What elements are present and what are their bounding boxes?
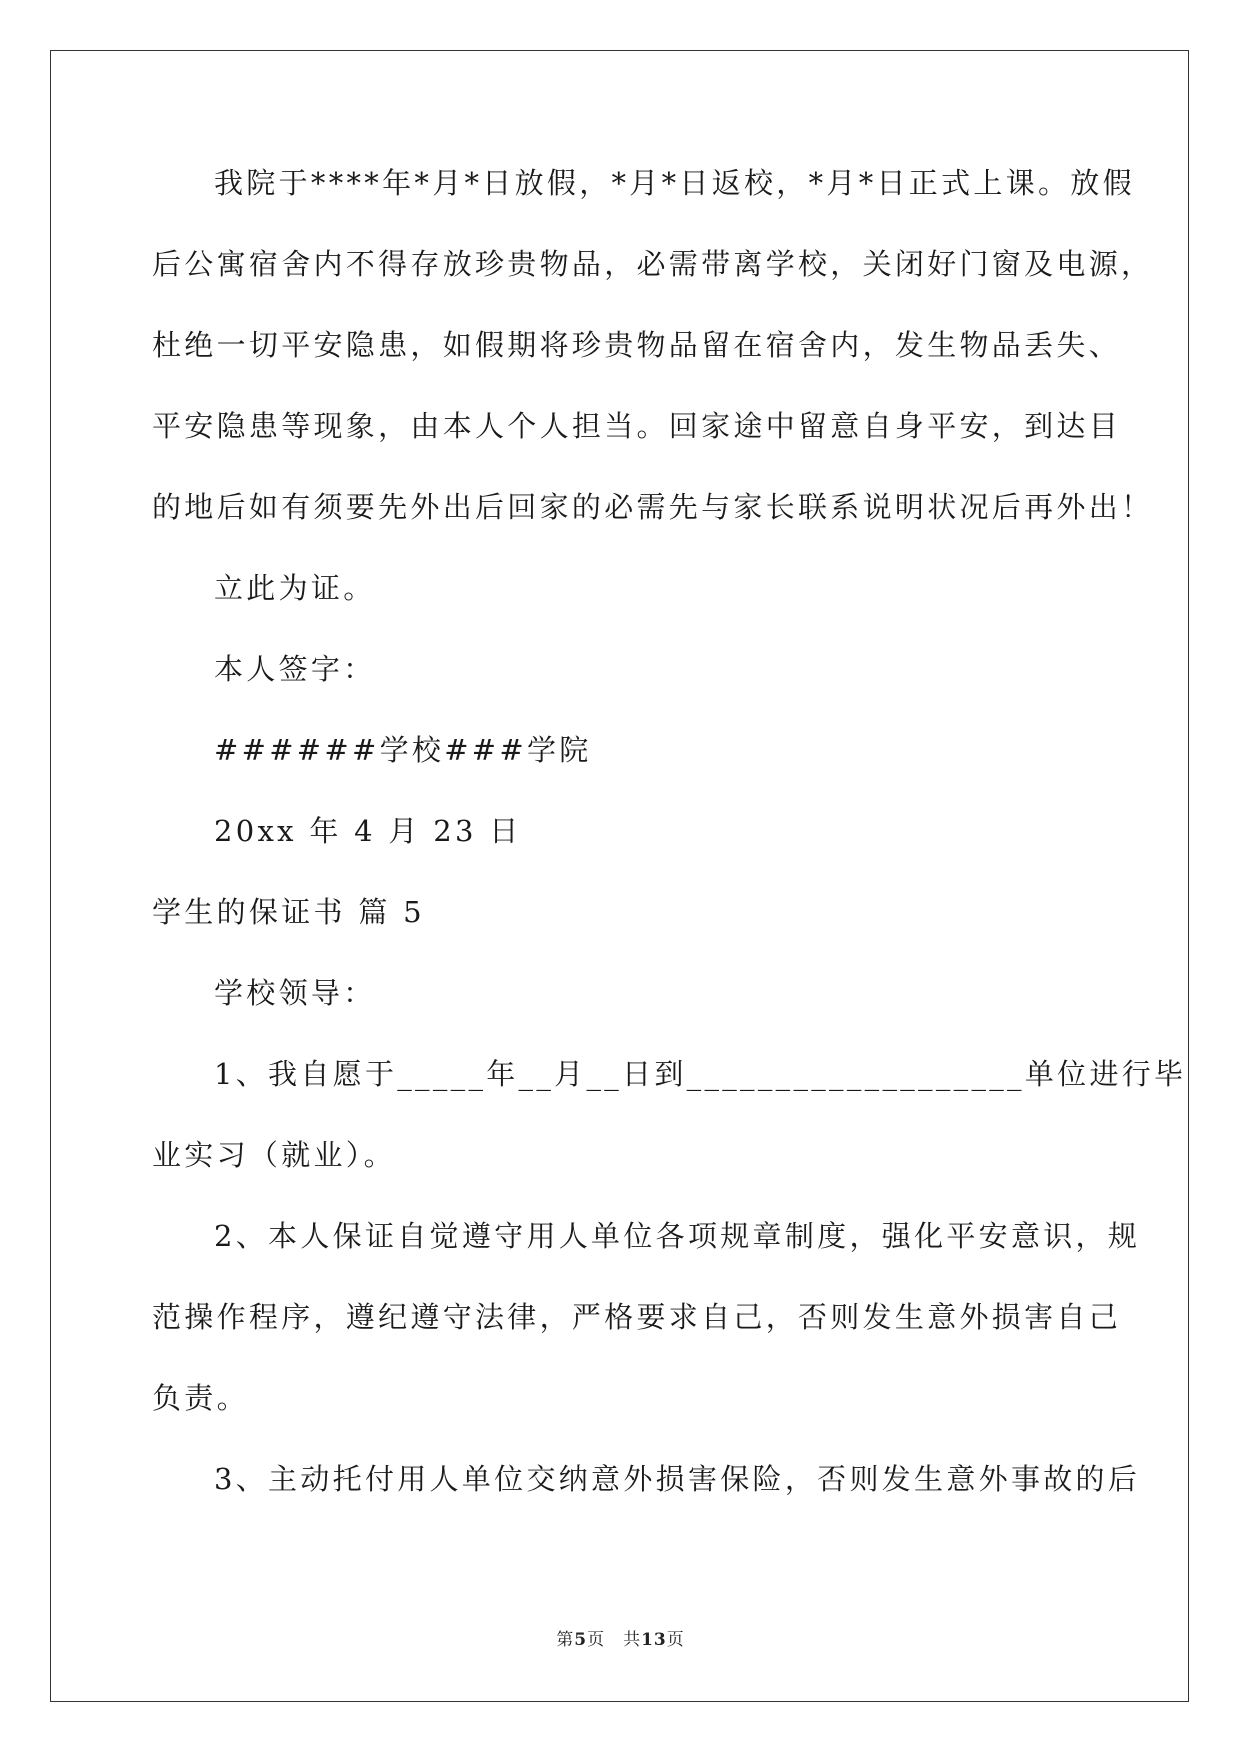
body-line: 杜绝一切平安隐患，如假期将珍贵物品留在宿舍内，发生物品丢失、 <box>152 328 1122 362</box>
body-line: 1、我自愿于_____年__月__日到___________________单位进行毕 <box>214 1057 1187 1091</box>
body-line: 3、主动托付用人单位交纳意外损害保险，否则发生意外事故的后 <box>214 1462 1141 1496</box>
body-line: 我院于****年*月*日放假，*月*日返校，*月*日正式上课。放假 <box>214 166 1135 200</box>
body-line: 的地后如有须要先外出后回家的必需先与家长联系说明状况后再外出！ <box>152 490 1154 524</box>
body-line: 负责。 <box>152 1381 249 1415</box>
page-prefix: 第 <box>556 1630 575 1650</box>
salutation-line: 学校领导： <box>214 976 376 1010</box>
body-line: 业实习（就业）。 <box>152 1138 396 1172</box>
document-body <box>152 158 1187 1535</box>
attestation-line: 立此为证。 <box>214 571 376 605</box>
total-prefix: 共 <box>623 1630 642 1650</box>
page-number: 5 <box>574 1630 588 1650</box>
institution-line: ######学校###学院 <box>214 733 592 767</box>
body-line: 2、本人保证自觉遵守用人单位各项规章制度，强化平安意识，规 <box>214 1219 1141 1253</box>
body-line: 后公寓宿舍内不得存放珍贵物品，必需带离学校，关闭好门窗及电源， <box>152 247 1154 281</box>
section-heading: 学生的保证书 篇 5 <box>152 895 425 929</box>
total-suffix: 页 <box>666 1630 685 1650</box>
total-pages: 13 <box>641 1630 667 1650</box>
signature-label: 本人签字： <box>214 652 376 686</box>
body-line: 范操作程序，遵纪遵守法律，严格要求自己，否则发生意外损害自己 <box>152 1300 1122 1334</box>
date-line: 20xx 年 4 月 23 日 <box>214 814 522 848</box>
page-footer <box>0 1625 1241 1650</box>
page-suffix: 页 <box>587 1630 606 1650</box>
body-line: 平安隐患等现象，由本人个人担当。回家途中留意自身平安，到达目 <box>152 409 1122 443</box>
